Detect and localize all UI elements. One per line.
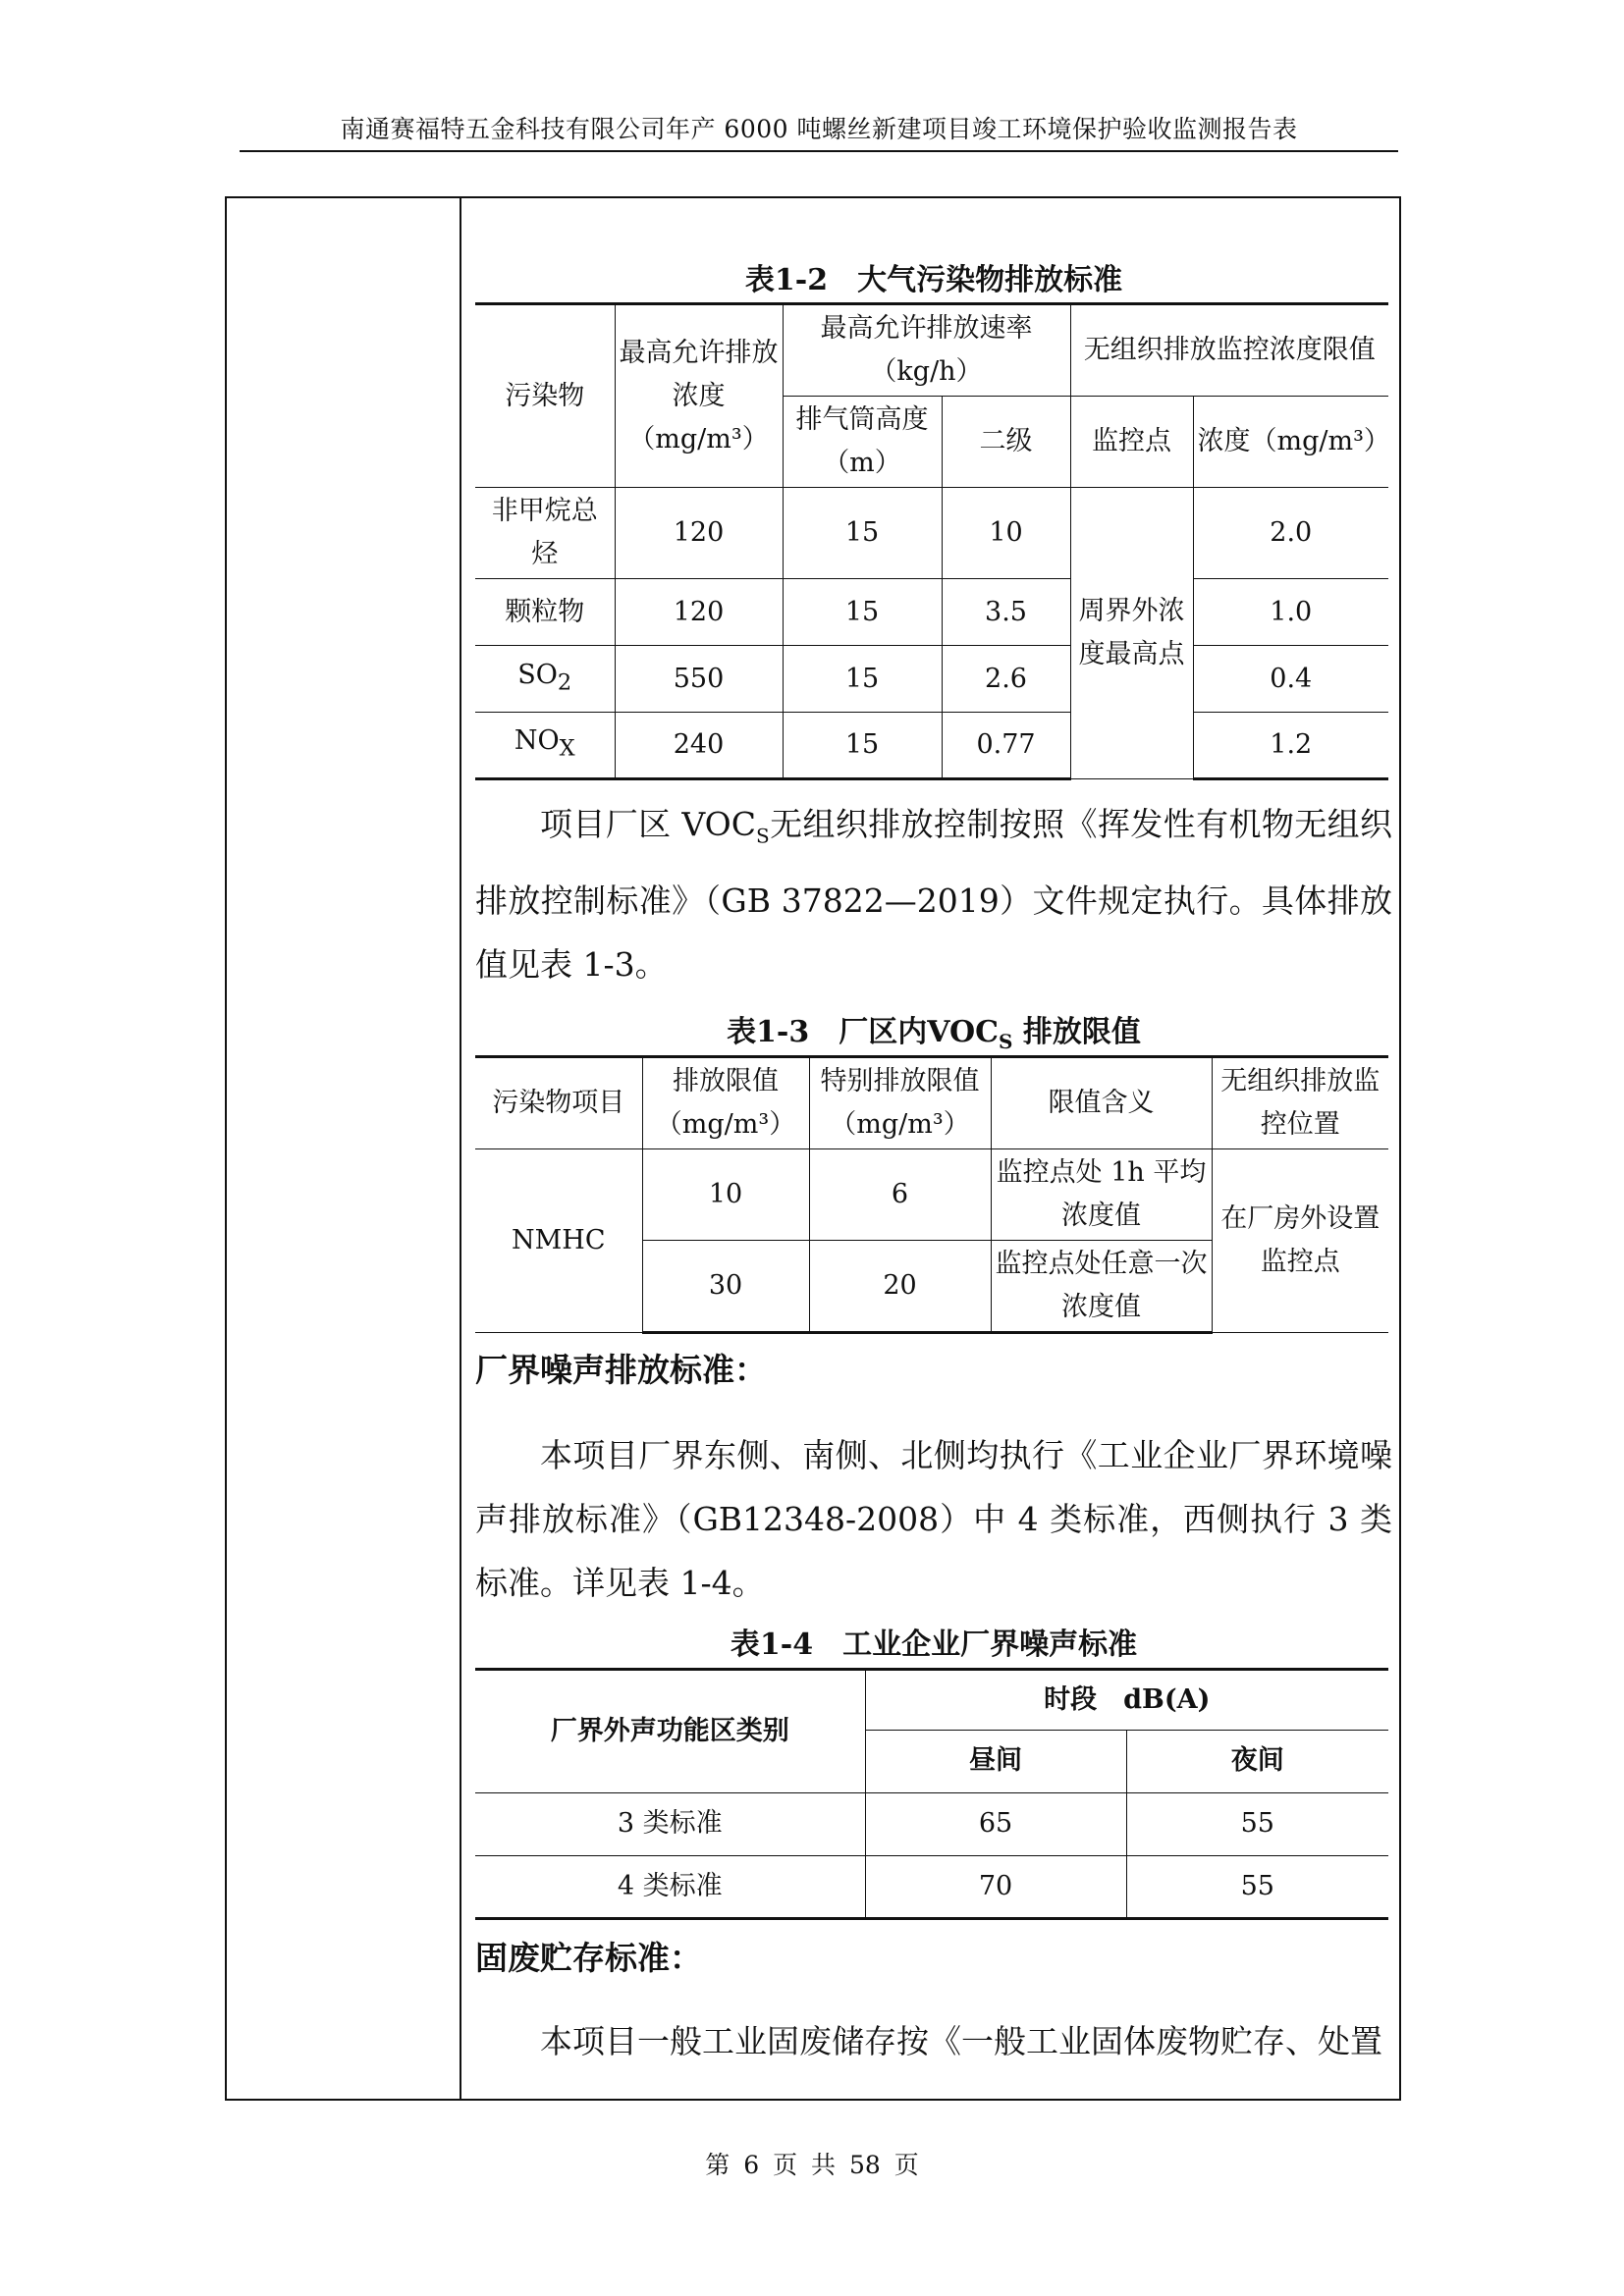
th-pollutant-item: 污染物项目: [475, 1056, 642, 1148]
table-1-3-caption-sub: S: [999, 1029, 1013, 1053]
cell-pollutant: [475, 713, 615, 779]
page-number: 第 6 页 共 58 页: [705, 2151, 919, 2179]
th-day: 昼间: [865, 1730, 1126, 1792]
th-meaning: 限值含义: [991, 1056, 1212, 1148]
table-row: [475, 1855, 1388, 1918]
table-row: [475, 488, 1388, 579]
noise-heading: 厂界噪声排放标准：: [475, 1350, 767, 1389]
th-max-rate: 最高允许排放速率（kg/h）: [783, 304, 1070, 397]
cell-rate: 2.6: [942, 646, 1070, 713]
cell-limit: 30: [642, 1240, 809, 1332]
vocs-paragraph: [475, 792, 1392, 996]
cell-pollutant: [475, 646, 615, 713]
cell-height: 15: [783, 646, 942, 713]
vocs-post: 无组织排放控制按照《挥发性有机物无组织排放控制标准》（GB 37822—2019）文件规定执行。具体排放值见表 1-3。: [475, 805, 1393, 984]
solid-waste-heading: 固废贮存标准：: [475, 1938, 702, 1977]
th-night: 夜间: [1126, 1730, 1388, 1792]
cell-meaning: 监控点处任意一次浓度值: [991, 1240, 1212, 1332]
cell-location: 在厂房外设置监控点: [1212, 1148, 1388, 1332]
pollutant-no-sub: X: [559, 735, 575, 762]
cell-day: 70: [865, 1855, 1126, 1918]
table-row: [475, 646, 1388, 713]
cell-special: 20: [809, 1240, 991, 1332]
cell-pollutant-nmhc: NMHC: [475, 1148, 642, 1332]
header-rule: [240, 150, 1398, 152]
frame-divider: [460, 196, 461, 2101]
th-stack-height: 排气筒高度（m）: [783, 397, 942, 488]
table-1-2-caption: 表1-2 大气污染物排放标准: [744, 263, 1123, 297]
pollutant-so-sub: 2: [557, 669, 572, 696]
cell-rate: 3.5: [942, 579, 1070, 646]
cell-max-conc: 120: [615, 488, 783, 579]
table-row: [475, 579, 1388, 646]
th-fugitive: 无组织排放监控浓度限值: [1070, 304, 1388, 397]
th-limit: 排放限值（mg/m³）: [642, 1056, 809, 1148]
cell-night: 55: [1126, 1855, 1388, 1918]
table-1-3-caption: [475, 1010, 1392, 1055]
th-max-conc: 最高允许排放浓度（mg/m³）: [615, 304, 783, 488]
th-monitor-point: 监控点: [1070, 397, 1193, 488]
cell-monitor-point: 周界外浓度最高点: [1070, 488, 1193, 779]
cell-height: 15: [783, 488, 942, 579]
pollutant-no: NO: [514, 725, 560, 757]
vocs-pre: 项目厂区 VOC: [540, 805, 756, 843]
cell-night: 55: [1126, 1792, 1388, 1855]
cell-rate: 0.77: [942, 713, 1070, 779]
cell-max-conc: 240: [615, 713, 783, 779]
th-level2: 二级: [942, 397, 1070, 488]
th-pollutant: 污染物: [475, 304, 615, 488]
table-1-4-caption: 表1-4 工业企业厂界噪声标准: [730, 1627, 1138, 1662]
cell-pollutant: 颗粒物: [475, 579, 615, 646]
th-location: 无组织排放监控位置: [1212, 1056, 1388, 1148]
table-1-4: [475, 1668, 1388, 1920]
cell-category: 3 类标准: [475, 1792, 865, 1855]
cell-limit: 2.0: [1193, 488, 1388, 579]
pollutant-so: SO: [517, 659, 558, 690]
table-1-3-caption-post: 排放限值: [1012, 1014, 1141, 1049]
th-special-limit: 特别排放限值（mg/m³）: [809, 1056, 991, 1148]
cell-limit: 1.2: [1193, 713, 1388, 779]
cell-max-conc: 120: [615, 579, 783, 646]
table-row: [475, 1792, 1388, 1855]
cell-category: 4 类标准: [475, 1855, 865, 1918]
cell-limit: 10: [642, 1148, 809, 1240]
cell-max-conc: 550: [615, 646, 783, 713]
th-period: 时段 dB(A): [865, 1669, 1388, 1730]
noise-paragraph: 本项目厂界东侧、南侧、北侧均执行《工业企业厂界环境噪声排放标准》（GB12348-2008）中 4 类标准，西侧执行 3 类标准。详见表 1-4。: [475, 1435, 1392, 1602]
cell-meaning: 监控点处 1h 平均浓度值: [991, 1148, 1212, 1240]
report-header: 南通赛福特五金科技有限公司年产 6000 吨螺丝新建项目竣工环境保护验收监测报告表: [340, 115, 1298, 143]
table-1-2: [475, 302, 1388, 780]
table-1-3: [475, 1055, 1388, 1334]
th-conc: 浓度（mg/m³）: [1193, 397, 1388, 488]
table-1-3-caption-pre: 表1-3 厂区内VOC: [727, 1014, 1000, 1049]
cell-special: 6: [809, 1148, 991, 1240]
cell-limit: 0.4: [1193, 646, 1388, 713]
table-row: [475, 713, 1388, 779]
content-column: [475, 196, 1392, 2073]
cell-height: 15: [783, 579, 942, 646]
cell-day: 65: [865, 1792, 1126, 1855]
cell-pollutant: 非甲烷总烃: [475, 488, 615, 579]
cell-height: 15: [783, 713, 942, 779]
table-row: [475, 1148, 1388, 1240]
vocs-sub: S: [755, 824, 770, 848]
th-category: 厂界外声功能区类别: [475, 1669, 865, 1792]
solid-waste-paragraph: 本项目一般工业固废储存按《一般工业固体废物贮存、处置: [540, 2021, 1382, 2060]
cell-limit: 1.0: [1193, 579, 1388, 646]
cell-rate: 10: [942, 488, 1070, 579]
